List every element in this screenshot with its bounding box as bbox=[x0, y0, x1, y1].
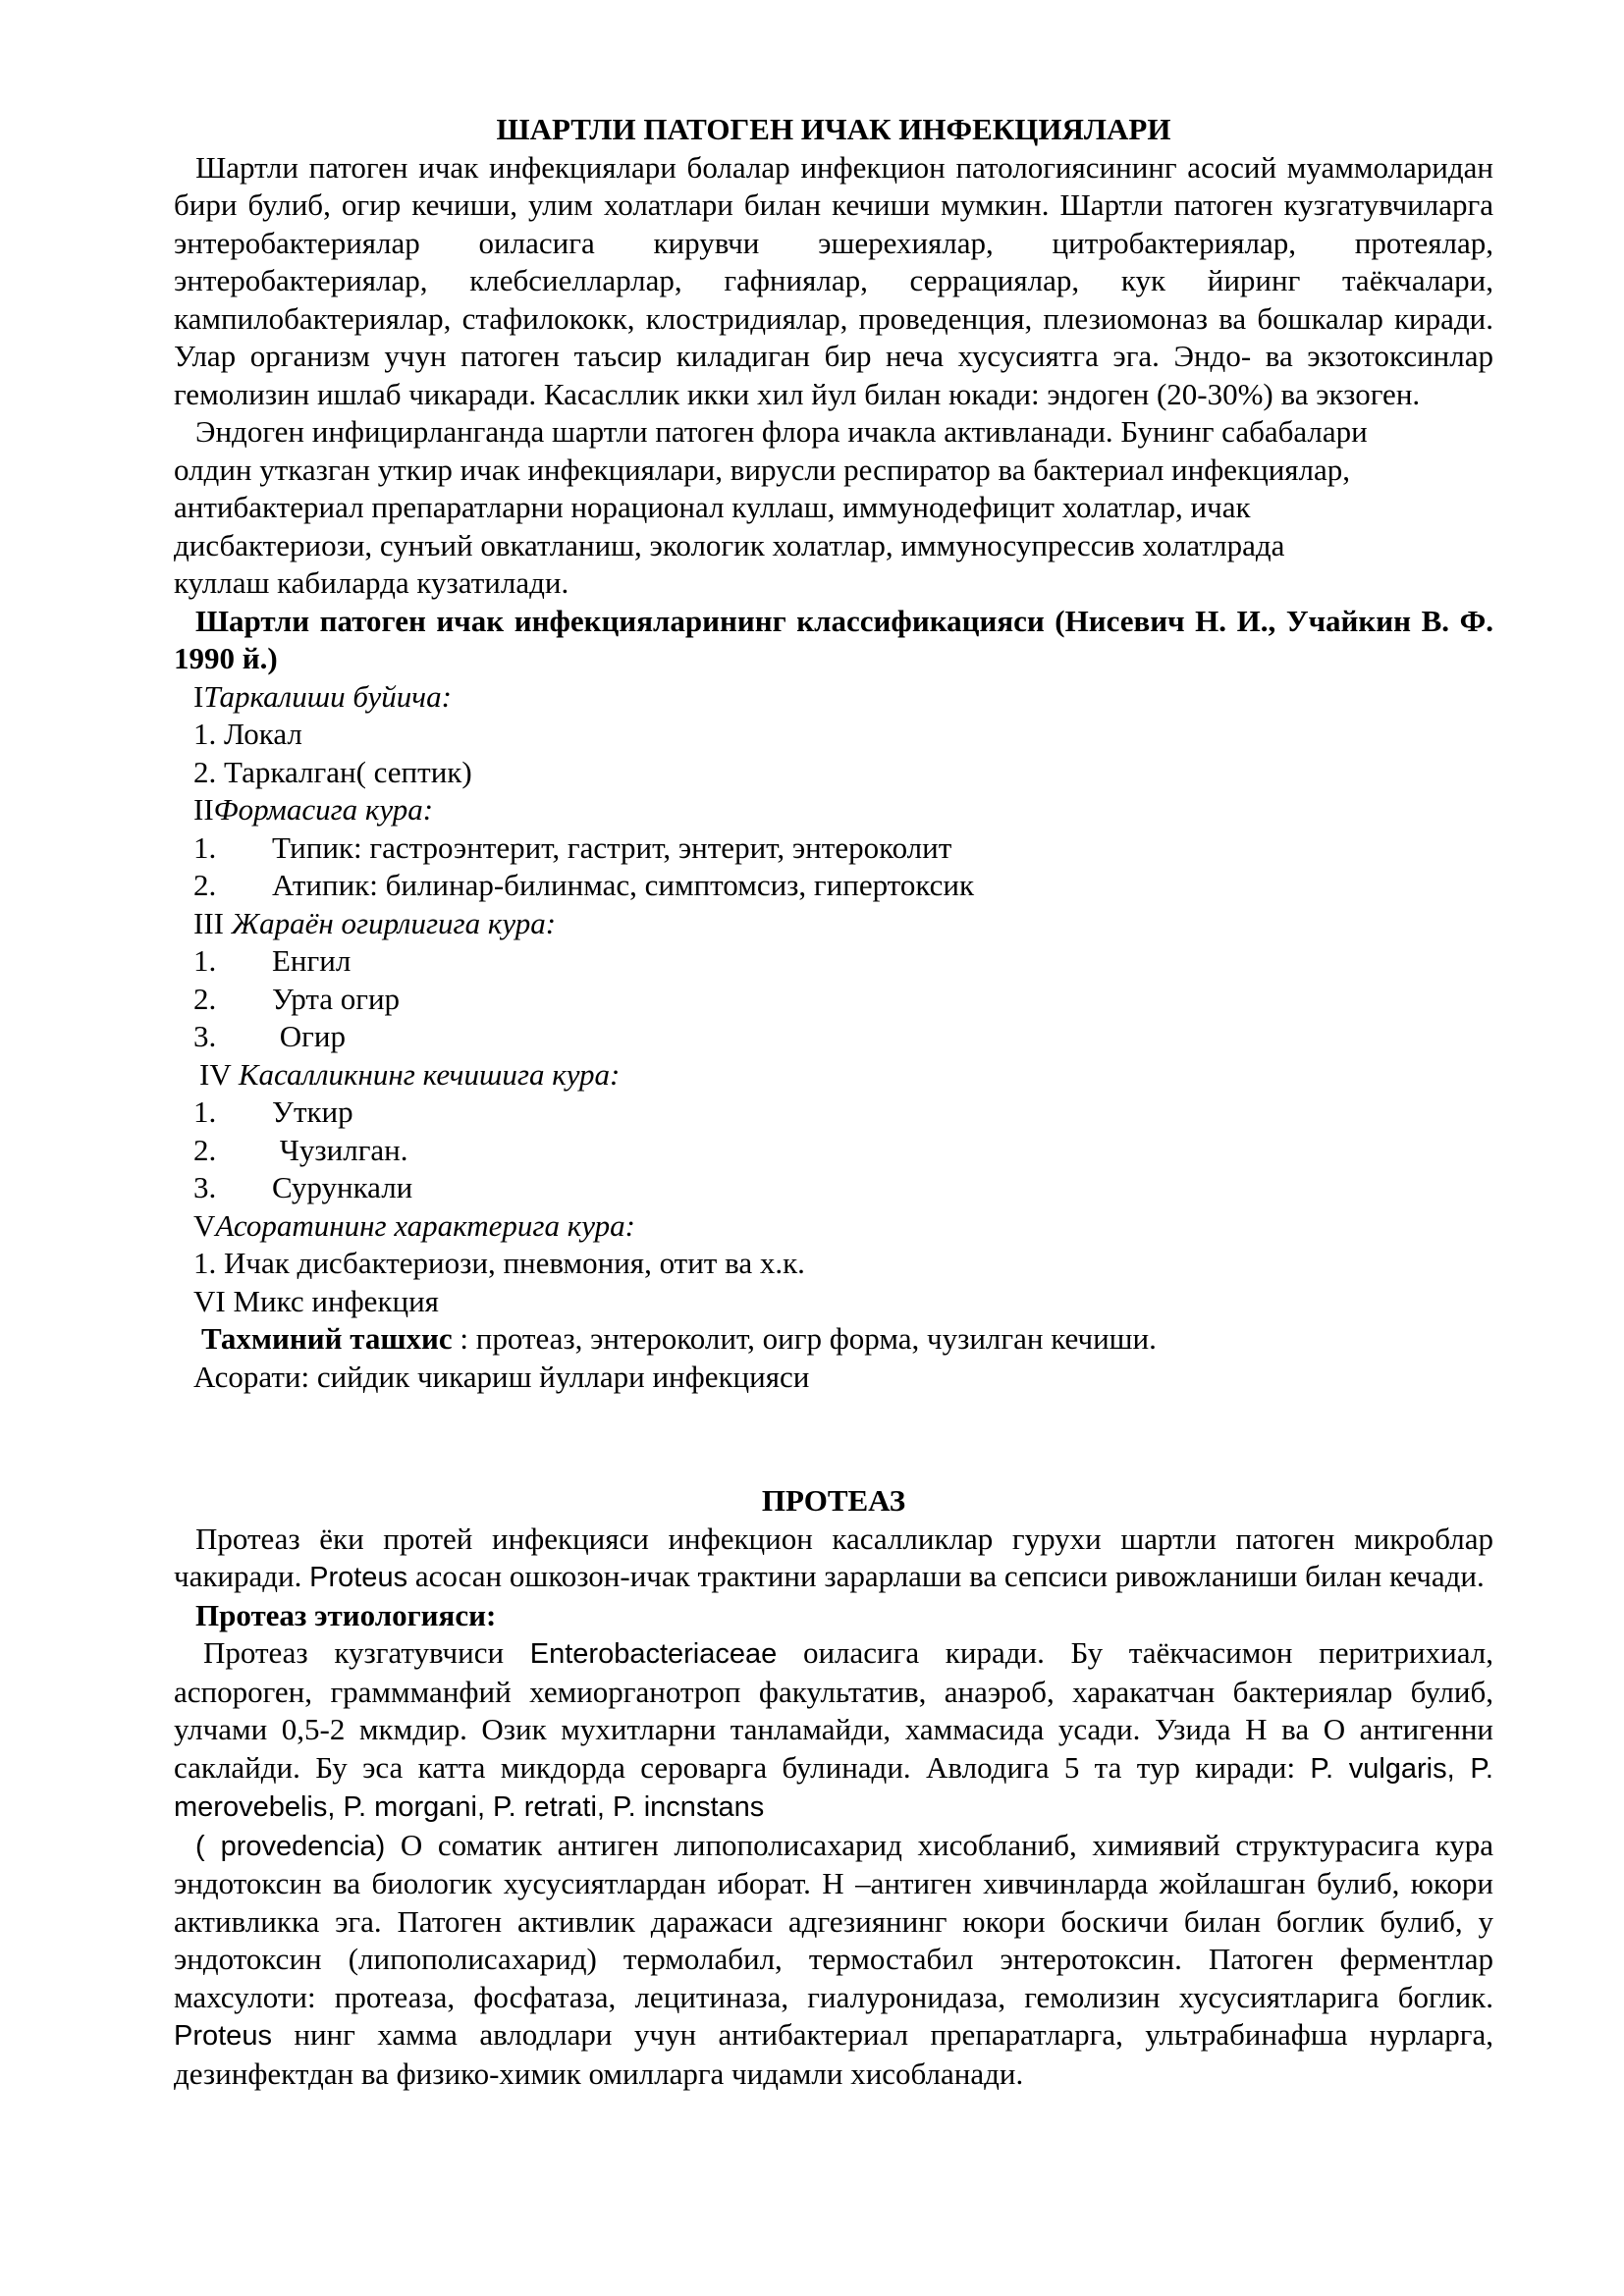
list-item: 1. Типик: гастроэнтерит, гастрит, энтерит, энтероколит bbox=[193, 829, 952, 865]
list-item: 2. Урта огир bbox=[193, 981, 401, 1016]
etiology-heading: Протеаз этиологияси: bbox=[195, 1597, 497, 1632]
section-title: ПРОТЕАЗ bbox=[761, 1483, 906, 1518]
group-heading: IIФормасига кура: bbox=[193, 792, 434, 827]
list-item: 1. Ичак дисбактериози, пневмония, отит ва х.к. bbox=[193, 1246, 805, 1280]
classification-heading: Шартли патоген ичак инфекцияларининг классификацияси (Нисевич Н. И., Учайкин В. Ф. 1990 й.) bbox=[174, 603, 1493, 675]
intro-paragraph: Шартли патоген ичак инфекциялари болалар инфекцион патологиясининг асосий муаммоларидан бири булиб, огир кечиши, улим холатлари билан кечиши мумкин. Шартли патоген кузгатувчиларга энтеробактериялар оиласига кирувчи эшерехиялар, цитробактериялар, протеялар, энтеробактериялар, клебсиелларлар, гафниялар, серрациялар, кук йиринг таёкчалари, кампилобактериялар, стафилококк, клостридиялар, проведенция, плезиомоназ ва бошкалар киради. Улар организм учун патоген таъсир киладиган бир неча хусусиятга эга. Эндо- ва экзотоксинлар гемолизин ишлаб чикаради. Касасллик икки хил йул билан юкади: эндоген (20-30%) ва экзоген. bbox=[174, 149, 1493, 411]
list-item: 2. Таркалган( септик) bbox=[193, 754, 472, 789]
text-line: олдин утказган уткир ичак инфекциялари, вирусли респиратор ва бактериал инфекциялар, bbox=[174, 452, 1351, 487]
group-heading: IV Касалликнинг кечишига кура: bbox=[199, 1056, 621, 1092]
etiology-paragraph: Протеаз кузгатувчиси Enterobacteriaceae оиласига киради. Бу таёкчасимон перитрихиал, аспороген, граммманфий хемиорганотроп факультатив, анаэроб, харакатчан бактериялар булиб, улчами 0,5-2 мкмдир. Озик мухитларни танламайди, хаммасида усади. Узида Н ва О антигенни саклайди. Бу эса катта микдорда сероварга булинади. Авлодига 5 та тур киради: P. vulgaris, P. merovebelis, P. morgani, P. retrati, P. incnstans bbox=[174, 1635, 1493, 1823]
list-item: 2. Атипик: билинар-билинмас, симптомсиз, гипертоксик bbox=[193, 868, 975, 902]
proteus-intro-paragraph: Протеаз ёки протей инфекцияси инфекцион касалликлар гурухи шартли патоген микроблар чакиради. Proteus асосан ошкозон-ичак трактини зарарлаши ва сепсиси ривожланиши билан кечади. bbox=[174, 1521, 1493, 1593]
list-item: 3. Огир bbox=[193, 1019, 346, 1053]
text-line: дисбактериози, сунъий овкатланиш, экологик холатлар, иммуносупрессив холатлрада bbox=[174, 527, 1285, 562]
text-line: Эндоген инфицирланганда шартли патоген флора ичакла активланади. Бунинг сабабалари bbox=[195, 414, 1368, 449]
group-heading: VI Микс инфекция bbox=[193, 1283, 439, 1318]
text-line: куллаш кабиларда кузатилади. bbox=[174, 565, 569, 600]
list-item: 3. Сурункали bbox=[193, 1170, 413, 1204]
classification-list bbox=[174, 678, 1493, 1397]
diagnosis-line: Тахминий ташхис : протеаз, энтероколит, оигр форма, чузилган кечиши. bbox=[201, 1321, 1157, 1356]
endogenous-paragraph bbox=[152, 413, 1493, 603]
list-item: 1. Уткир bbox=[193, 1095, 353, 1129]
group-heading: VАсоратининг характерига кура: bbox=[193, 1207, 635, 1243]
text-line: антибактериал препаратларни норационал куллаш, иммунодефицит холатлар, ичак bbox=[174, 490, 1251, 524]
section-conditional-pathogen bbox=[174, 111, 1493, 1396]
antigen-paragraph: ( provedencia) О соматик антиген липополисахарид хисобланиб, химиявий структурасига кура эндотоксин ва биологик хусусиятлардан иборат. Н –антиген хивчинларда жойлашган булиб, юкори активликка эга. Патоген активлик даражаси адгезиянинг юкори боскичи билан боглик булиб, у эндотоксин (липополисахарид) термолабил, термостабил энтеротоксин. Патоген ферментлар махсулоти: протеаза, фосфатаза, лецитиназа, гиалуронидаза, гемолизин хусусиятларига боглик. Proteus нинг хамма авлодлари учун антибактериал препаратларга, ультрабинафша нурларга, дезинфектдан ва физико-химик омилларга чидамли хисобланади. bbox=[174, 1827, 1493, 2091]
section-proteus bbox=[174, 1482, 1493, 2093]
group-heading: III Жараён огирлигига кура: bbox=[193, 905, 557, 940]
group-heading: IТаркалиши буйича: bbox=[193, 678, 452, 714]
list-item: 2. Чузилган. bbox=[193, 1132, 408, 1167]
section-title: ШАРТЛИ ПАТОГЕН ИЧАК ИНФЕКЦИЯЛАРИ bbox=[496, 112, 1171, 146]
complication-line: Асорати: сийдик чикариш йуллари инфекцияси bbox=[193, 1359, 810, 1394]
list-item: 1. Локал bbox=[193, 717, 302, 751]
list-item: 1. Енгил bbox=[193, 943, 352, 978]
